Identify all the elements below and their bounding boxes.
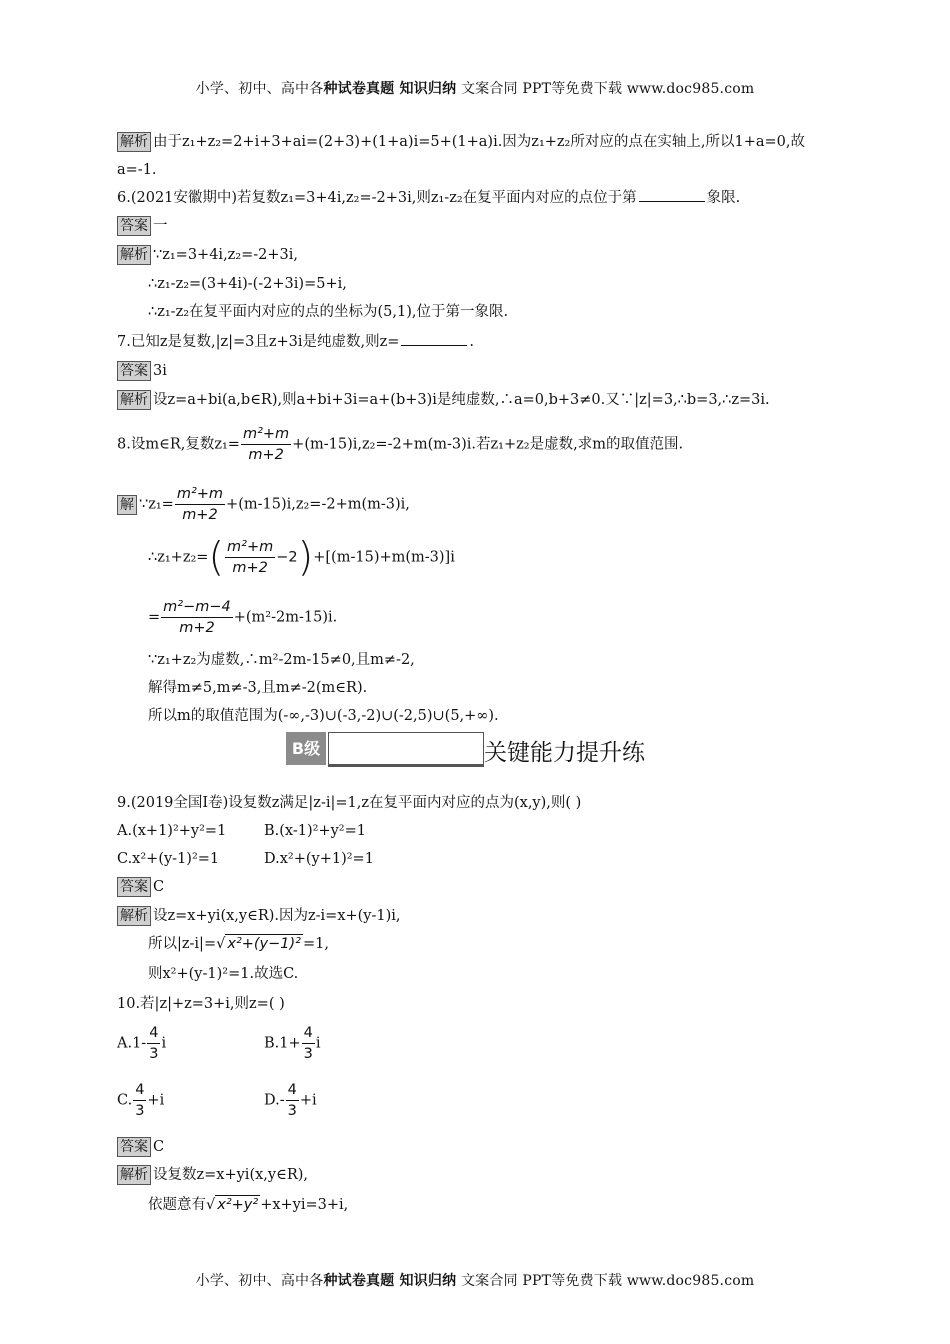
q9-option-b: B.(x-1)²+y²=1 (264, 823, 366, 839)
q10-analysis-line2: 依题意有√ x²+y² +x+yi=3+i, (148, 1197, 349, 1213)
q6-stem: 6.(2021安徽期中)若复数z₁=3+4i,z₂=-2+3i,则z₁-z₂在复平面内对应的点位于第 象限. (117, 190, 741, 206)
q5-analysis-line1: 解析 由于z₁+z₂=2+i+3+ai=(2+3)+(1+a)i=5+(1+a)i.因为z₁+z₂所对应的点在实轴上,所以1+a=0,故 (117, 132, 805, 152)
q9-analysis-line3: 则x²+(y-1)²=1.故选C. (148, 966, 299, 982)
section-title: 关键能力提升练 (484, 740, 645, 766)
section-header (286, 732, 686, 768)
fraction: $\frac{\text{m²+m}}{m+2}$ (227, 539, 274, 576)
analysis-tag: 解析 (117, 1165, 151, 1185)
q10-option-b: B.1+ $\frac{4}{3}$ i (264, 1025, 321, 1062)
q8-solution-line4: ∵z₁+z₂为虚数,∴m²-2m-15≠0,且m≠-2, (148, 652, 415, 668)
answer-tag: 答案 (117, 877, 151, 897)
q6-analysis-line3: ∴z₁-z₂在复平面内对应的点的坐标为(5,1),位于第一象限. (148, 304, 509, 320)
fraction: $\frac{4}{3}$ (287, 1082, 297, 1119)
answer-tag: 答案 (117, 1137, 151, 1157)
q10-option-d: D.- $\frac{4}{3}$ +i (264, 1082, 317, 1119)
fraction: $\frac{4}{3}$ (303, 1025, 313, 1062)
q8-solution-line1: 解 ∵z₁= $\frac{\text{m²+m}}{m+2}$ +(m-15)i,z₂=-2+m(m-3)i, (117, 484, 410, 525)
q6-analysis-line1: 解析 ∵z₁=3+4i,z₂=-2+3i, (117, 245, 298, 265)
q9-option-d: D.x²+(y+1)²=1 (264, 851, 374, 867)
q7-stem: 7.已知z是复数,|z|=3且z+3i是纯虚数,则z= . (117, 334, 475, 350)
q8-solution-line3: = $\frac{\text{m²−m−4}}{m+2}$ +(m²-2m-15)i. (148, 599, 338, 636)
analysis-tag: 解析 (117, 245, 151, 265)
q5-analysis-line2: a=-1. (117, 162, 157, 178)
q8-solution-line5: 解得m≠5,m≠-3,且m≠-2(m∈R). (148, 680, 368, 696)
q9-stem: 9.(2019全国Ⅰ卷)设复数z满足|z-i|=1,z在复平面内对应的点为(x,y),则( ) (117, 795, 582, 811)
q8-stem: 8.设m∈R,复数z₁= $\frac{\text{m²+m}}{m+2}$ +(m-15)i,z₂=-2+m(m-3)i.若z₁+z₂是虚数,求m的取值范围. (117, 426, 684, 463)
q10-answer: 答案 C (117, 1137, 164, 1157)
q7-answer: 答案 3i (117, 361, 167, 381)
fraction: $\frac{4}{3}$ (149, 1025, 159, 1062)
analysis-tag: 解析 (117, 906, 151, 926)
section-box (328, 732, 484, 767)
analysis-tag: 解析 (117, 132, 151, 152)
answer-blank (639, 189, 705, 202)
q8-solution-line6: 所以m的取值范围为(-∞,-3)∪(-3,-2)∪(-2,5)∪(5,+∞). (148, 708, 499, 724)
page-footer: 小学、初中、高中各种试卷真题 知识归纳 文案合同 PPT等免费下载 www.doc985.com (195, 1273, 755, 1289)
answer-blank (401, 333, 467, 346)
fraction: $\frac{\text{m²−m−4}}{m+2}$ (163, 599, 231, 636)
solution-tag: 解 (117, 495, 137, 515)
q6-analysis-line2: ∴z₁-z₂=(3+4i)-(-2+3i)=5+i, (148, 276, 347, 292)
analysis-tag: 解析 (117, 390, 151, 410)
answer-tag: 答案 (117, 216, 151, 236)
q10-analysis-line1: 解析 设复数z=x+yi(x,y∈R), (117, 1165, 308, 1185)
q6-answer: 答案 一 (117, 216, 168, 236)
q9-analysis-line2: 所以|z-i|=√ x²+(y−1)² =1, (148, 936, 329, 952)
page-header: 小学、初中、高中各种试卷真题 知识归纳 文案合同 PPT等免费下载 www.doc985.com (195, 81, 755, 97)
q10-option-c: C. $\frac{4}{3}$ +i (117, 1082, 165, 1119)
q9-option-c: C.x²+(y-1)²=1 (117, 851, 220, 867)
fraction: $\frac{\text{m²+m}}{m+2}$ (242, 426, 290, 463)
q7-analysis: 解析 设z=a+bi(a,b∈R),则a+bi+3i=a+(b+3)i是纯虚数,∴a=0,b+3≠0.又∵|z|=3,∴b=3,∴z=3i. (117, 390, 770, 410)
q10-option-a: A.1- $\frac{4}{3}$ i (117, 1025, 167, 1062)
section-level-badge: B级 (286, 732, 326, 765)
fraction: $\frac{\text{m²+m}}{m+2}$ (176, 486, 224, 523)
q9-analysis-line1: 解析 设z=x+yi(x,y∈R).因为z-i=x+(y-1)i, (117, 906, 401, 926)
q8-solution-line2: ∴z₁+z₂=( $\frac{\text{m²+m}}{m+2}$ −2)+[(m-15)+m(m-3)]i (148, 534, 455, 581)
answer-tag: 答案 (117, 361, 151, 381)
q9-option-a: A.(x+1)²+y²=1 (117, 823, 227, 839)
fraction: $\frac{4}{3}$ (135, 1082, 145, 1119)
square-root: x²+y² (217, 1197, 259, 1213)
square-root: x²+(y−1)² (227, 936, 301, 952)
q10-stem: 10.若|z|+z=3+i,则z=( ) (117, 996, 285, 1012)
q9-answer: 答案 C (117, 877, 164, 897)
